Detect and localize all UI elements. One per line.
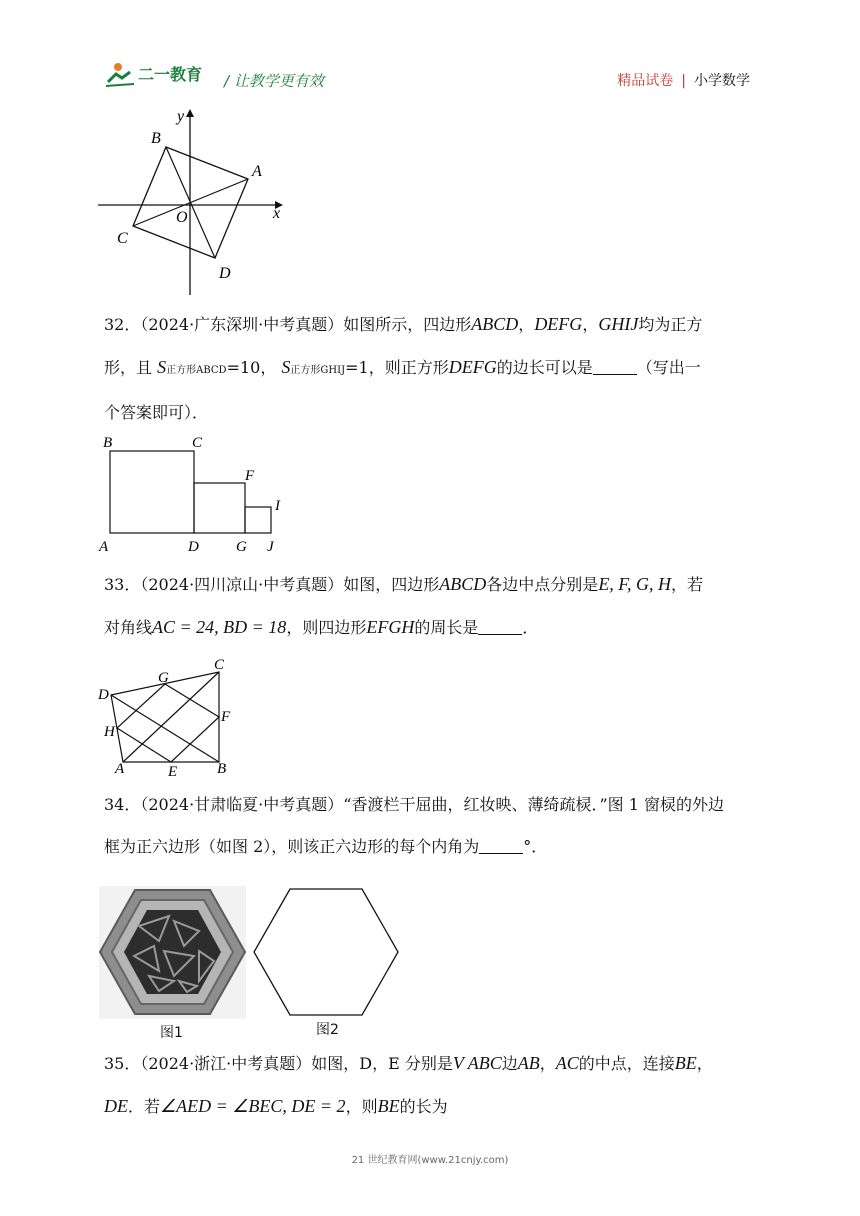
q35-text: 如图，D，E 分别是 <box>311 1054 453 1073</box>
q35-ab: AB <box>517 1053 540 1073</box>
q33-text: 对角线 <box>104 618 153 637</box>
runner-logo-icon <box>104 60 224 90</box>
regular-hexagon-figure <box>250 886 402 1021</box>
three-squares-figure <box>95 430 295 555</box>
label-d: D <box>188 539 199 555</box>
question-33 <box>104 563 764 649</box>
q32-subscript-1: 正方形ABCD <box>166 365 227 376</box>
coordinate-square-figure <box>95 105 295 300</box>
q32-number: 32． <box>104 315 141 334</box>
q32-defg: DEFG <box>448 357 497 377</box>
q35-triangle: V ABC <box>452 1053 502 1073</box>
q35-condition: ∠AED = ∠BEC, DE = 2 <box>160 1096 346 1116</box>
header-separator: | <box>681 73 686 89</box>
q33-number: 33． <box>104 575 141 594</box>
q33-efgh: EFGH <box>366 617 415 637</box>
q35-text: ， <box>696 1054 713 1073</box>
label-f: F <box>221 709 231 725</box>
label-a: A <box>115 761 125 777</box>
q35-text: ， <box>539 1054 556 1073</box>
q32-text: 的边长可以是 <box>496 358 593 377</box>
label-c: C <box>192 435 203 451</box>
q35-text: 边 <box>501 1054 518 1073</box>
q33-line-2 <box>104 606 764 649</box>
q35-be: BE <box>674 1053 697 1073</box>
q35-text: ，则 <box>345 1097 378 1116</box>
q32-abcd: ABCD <box>471 314 519 334</box>
q32-source: （2024·广东深圳·中考真题） <box>140 315 344 334</box>
label-f: F <box>245 468 255 484</box>
q33-abcd: ABCD <box>439 574 487 594</box>
label-b: B <box>151 130 161 147</box>
brand-logo <box>104 60 224 90</box>
label-g: G <box>236 539 247 555</box>
q32-text: 均为正方 <box>638 315 703 334</box>
answer-blank[interactable] <box>478 618 522 635</box>
q32-text: 个答案即可）． <box>104 403 209 422</box>
q33-source: （2024·四川凉山·中考真题） <box>140 575 344 594</box>
q35-be: BE <box>377 1096 400 1116</box>
diagonal-bd <box>111 695 219 762</box>
q33-line-1 <box>104 563 764 606</box>
q35-text: ．若 <box>128 1097 161 1116</box>
q34-text: 框为正六边形（如图 2），则该正六边形的每个内角为 <box>104 837 480 856</box>
category-label: 精品试卷 <box>617 73 674 89</box>
label-o: O <box>176 209 188 226</box>
label-e: E <box>168 764 178 780</box>
q33-text: 如图，四边形 <box>343 575 440 594</box>
q35-de: DE <box>104 1096 128 1116</box>
figure-2-caption: 图2 <box>316 1022 339 1038</box>
page-footer: 21 世纪教育网(www.21cnjy.com) <box>351 1155 509 1166</box>
q35-ac: AC <box>555 1053 579 1073</box>
figure-1-caption: 图1 <box>160 1025 183 1041</box>
hexagon <box>254 889 398 1015</box>
question-34 <box>104 784 764 868</box>
question-35 <box>104 1042 764 1128</box>
q32-line-3 <box>104 392 764 434</box>
q32-text: 如图所示，四边形 <box>343 315 472 334</box>
q32-text: ， <box>260 358 277 377</box>
label-i: I <box>275 498 280 514</box>
q32-s: S <box>157 357 167 377</box>
label-x: x <box>273 205 281 222</box>
q34-text: °． <box>523 837 548 856</box>
q34-line-1 <box>104 784 764 826</box>
hexagon-window-image <box>99 886 246 1019</box>
q34-source: （2024·甘肃临夏·中考真题） <box>140 795 344 814</box>
q32-line-1 <box>104 303 764 346</box>
label-y: y <box>177 108 185 125</box>
q32-text: 形，且 <box>104 358 153 377</box>
label-a: A <box>252 163 262 180</box>
q35-text: 的长为 <box>399 1097 448 1116</box>
subject-label: 小学数学 <box>694 73 750 89</box>
q32-text: ，则正方形 <box>368 358 449 377</box>
answer-blank[interactable] <box>593 358 637 375</box>
label-b: B <box>103 435 113 451</box>
y-axis-arrow-icon <box>186 109 194 117</box>
q32-s: S <box>281 357 291 377</box>
q33-efgh: E, F, G, H <box>598 574 671 594</box>
q32-text: （写出一 <box>636 358 701 377</box>
slogan: / 让教学更有效 <box>224 72 324 90</box>
q35-line-2 <box>104 1085 764 1128</box>
q32-subscript-2: 正方形GHIJ <box>290 365 346 376</box>
label-a: A <box>99 539 109 555</box>
q33-text: 各边中点分别是 <box>486 575 599 594</box>
q33-text: ，若 <box>670 575 703 594</box>
q35-number: 35． <box>104 1054 141 1073</box>
label-g: G <box>158 670 169 686</box>
q34-line-2 <box>104 826 764 868</box>
answer-blank[interactable] <box>479 837 523 854</box>
q34-number: 34． <box>104 795 141 814</box>
q33-diagonals: AC = 24, BD = 18 <box>152 617 287 637</box>
q32-line-2 <box>104 346 764 392</box>
window-lattice-photo <box>99 886 246 1019</box>
q33-text: ． <box>522 618 539 637</box>
label-j: J <box>267 539 274 555</box>
label-c: C <box>117 230 128 247</box>
quadrilateral-efgh <box>117 684 219 762</box>
q35-source: （2024·浙江·中考真题） <box>140 1054 312 1073</box>
diagonal-ac <box>123 672 219 762</box>
header-right <box>617 70 750 90</box>
q34-text: “香渡栏干屈曲，红妆映、薄绮疏棂．”图 1 窗棂的外边 <box>343 795 724 814</box>
q33-text: 的周长是 <box>414 618 479 637</box>
q35-line-1 <box>104 1042 764 1085</box>
q35-text: 的中点，连接 <box>578 1054 675 1073</box>
q32-text: ， <box>518 315 535 334</box>
label-h: H <box>104 724 115 740</box>
label-d: D <box>98 687 109 703</box>
q32-defg: DEFG <box>534 314 583 334</box>
quadrilateral-midpoints-figure <box>95 655 245 780</box>
question-32 <box>104 303 764 434</box>
q33-text: ，则四边形 <box>286 618 367 637</box>
square-defg <box>194 483 245 533</box>
q32-eq-2: =1 <box>345 358 369 377</box>
logo-text: 二一教育 <box>138 65 203 84</box>
label-c: C <box>214 657 225 673</box>
square-ghij <box>245 507 271 533</box>
label-d: D <box>219 265 231 282</box>
label-b: B <box>217 761 227 777</box>
q32-ghij: GHIJ <box>598 314 639 334</box>
q32-text: ， <box>582 315 599 334</box>
q32-eq-1: =10 <box>226 358 261 377</box>
square-abcd <box>110 451 194 533</box>
